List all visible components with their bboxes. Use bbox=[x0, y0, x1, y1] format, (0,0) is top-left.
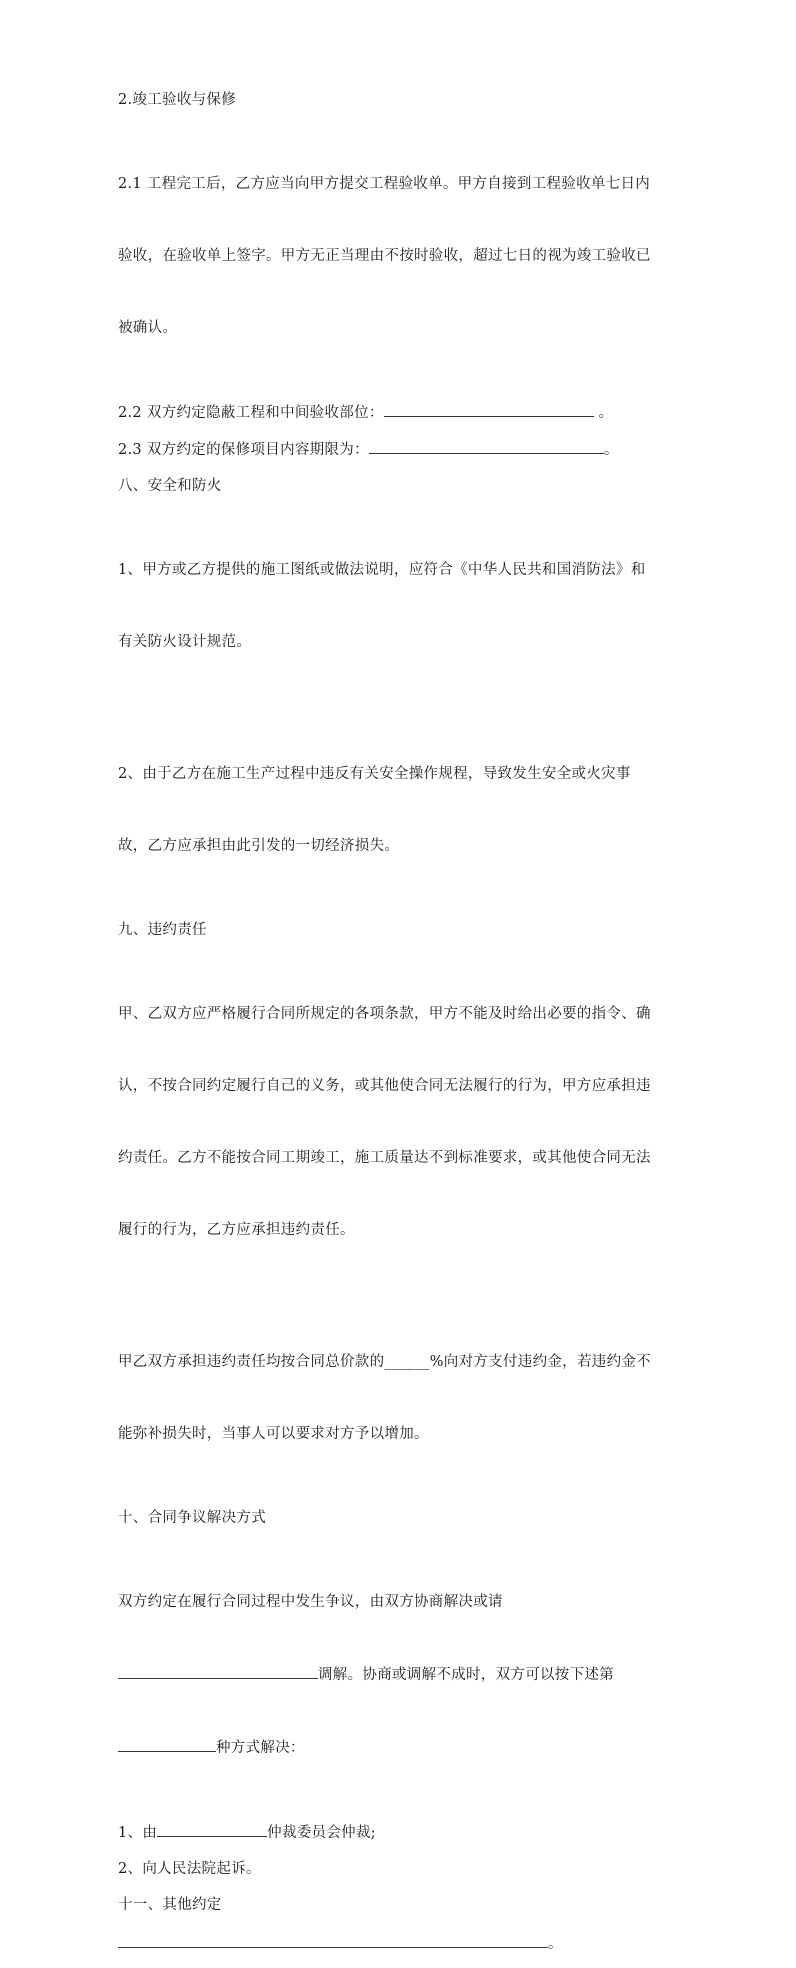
clause-10-1-prefix: 1、由 bbox=[118, 1825, 158, 1841]
mediator-blank-field[interactable] bbox=[118, 1662, 318, 1679]
section-9-title: 九、违约责任 bbox=[118, 922, 207, 938]
clause-10-line-3 bbox=[118, 1735, 682, 1760]
clause-10-1-suffix: 仲裁委员会仲裁; bbox=[267, 1825, 376, 1841]
clause-2-2 bbox=[118, 400, 682, 425]
clause-2-1 bbox=[118, 124, 682, 388]
clause-2-2-blank-field[interactable] bbox=[384, 400, 594, 417]
section-8-title: 八、安全和防火 bbox=[118, 478, 222, 494]
clause-2-3-blank-field[interactable] bbox=[369, 437, 604, 454]
clause-8-2-line-2: 故，乙方应承担由此引发的一切经济损失。 bbox=[118, 838, 400, 854]
clause-10-line-1: 双方约定在履行合同过程中发生争议，由双方协商解决或请 bbox=[118, 1594, 503, 1610]
clause-9-p2-line-2: 能弥补损失时，当事人可以要求对方予以增加。 bbox=[118, 1426, 429, 1442]
clause-8-2 bbox=[118, 714, 682, 906]
method-number-blank-field[interactable] bbox=[118, 1735, 216, 1752]
document-page bbox=[118, 88, 682, 1968]
clause-9-paragraph-2 bbox=[118, 1302, 682, 1494]
clause-10-line-2 bbox=[118, 1662, 682, 1687]
clause-9-p1-line-4: 履行的行为，乙方应承担违约责任。 bbox=[118, 1222, 355, 1238]
clause-11-line bbox=[118, 1931, 682, 1956]
clause-2-3 bbox=[118, 437, 682, 462]
clause-10-paragraph bbox=[118, 1542, 682, 1808]
clause-8-1-line-1: 1、甲方或乙方提供的施工图纸或做法说明，应符合《中华人民共和国消防法》和 bbox=[118, 562, 646, 578]
clause-10-2: 2、向人民法院起诉。 bbox=[118, 1861, 261, 1877]
clause-2-2-end: 。 bbox=[593, 405, 614, 421]
section-2-title: 2.竣工验收与保修 bbox=[118, 92, 237, 108]
clause-2-1-line-2: 验收，在验收单上签字。甲方无正当理由不按时验收，超过七日的视为竣工验收已 bbox=[118, 248, 651, 264]
clause-9-p2-line-1: 甲乙双方承担违约责任均按合同总价款的______%向对方支付违约金，若违约金不 bbox=[118, 1354, 651, 1370]
clause-8-1-line-2: 有关防火设计规范。 bbox=[118, 634, 252, 650]
clause-9-p1-line-2: 认，不按合同约定履行自己的义务，或其他使合同无法履行的行为，甲方应承担违 bbox=[118, 1078, 651, 1094]
clause-8-1 bbox=[118, 510, 682, 702]
clause-8-2-line-1: 2、由于乙方在施工生产过程中违反有关安全操作规程，导致发生安全或火灾事 bbox=[118, 766, 631, 782]
clause-2-1-line-1: 2.1 工程完工后，乙方应当向甲方提交工程验收单。甲方自接到工程验收单七日内 bbox=[118, 176, 651, 192]
clause-2-3-text: 2.3 双方约定的保修项目内容期限为： bbox=[118, 442, 369, 458]
clause-2-3-end: 。 bbox=[603, 442, 619, 458]
clause-10-1 bbox=[118, 1820, 682, 1845]
clause-2-2-text: 2.2 双方约定隐蔽工程和中间验收部位： bbox=[118, 405, 384, 421]
clause-2-1-line-3: 被确认。 bbox=[118, 320, 178, 336]
clause-10-line-3-text: 种方式解决： bbox=[216, 1740, 305, 1756]
clause-11-end: 。 bbox=[548, 1936, 563, 1952]
section-10-title: 十、合同争议解决方式 bbox=[118, 1510, 266, 1526]
clause-10-line-2-text: 调解。协商或调解不成时，双方可以按下述第 bbox=[318, 1667, 614, 1683]
clause-9-paragraph-1 bbox=[118, 954, 682, 1290]
clause-9-p1-line-3: 约责任。乙方不能按合同工期竣工，施工质量达不到标准要求，或其他使合同无法 bbox=[118, 1150, 651, 1166]
other-agreement-blank-field[interactable] bbox=[118, 1931, 548, 1948]
clause-9-p1-line-1: 甲、乙双方应严格履行合同所规定的各项条款，甲方不能及时给出必要的指令、确 bbox=[118, 1006, 651, 1022]
section-11-title: 十一、其他约定 bbox=[118, 1897, 222, 1913]
arbitration-committee-blank-field[interactable] bbox=[157, 1820, 267, 1837]
